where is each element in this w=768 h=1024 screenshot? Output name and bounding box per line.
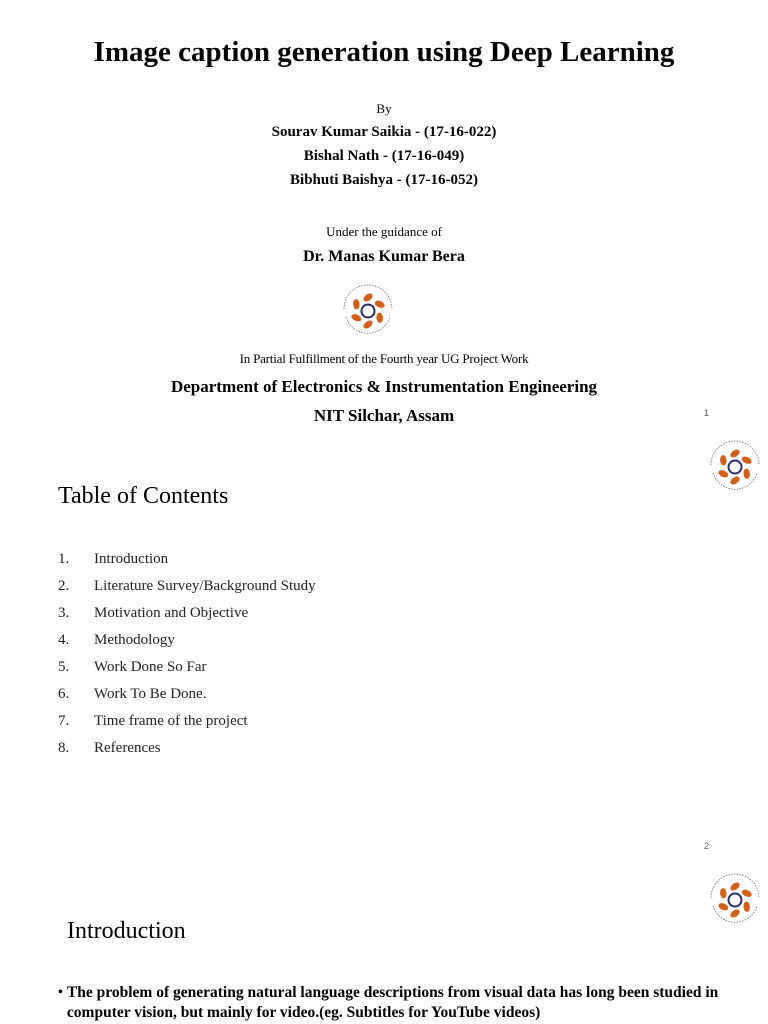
guide-name: Dr. Manas Kumar Bera [303, 248, 465, 265]
toc-item-motivation: 3. Motivation and Objective [58, 605, 249, 621]
nit-silchar-logo-icon [703, 870, 767, 931]
toc-item-methodology: 4. Methodology [58, 632, 175, 648]
toc-list [58, 548, 316, 764]
department-name: Department of Electronics & Instrumentation Engineering [170, 377, 598, 396]
page-number: 2 [704, 841, 710, 851]
bullet-text: The problem of generating natural language descriptions from visual data has long been studied in computer vision, but mainly for video.(eg. Subtitles for YouTube videos) [66, 984, 719, 1021]
toc-item-work-to-be-done: 6. Work To Be Done. [58, 686, 207, 702]
introduction-title: Introduction [67, 918, 186, 944]
toc-item-literature-survey: 2. Literature Survey/Background Study [58, 578, 316, 594]
fulfillment-text: In Partial Fulfillment of the Fourth year UG Project Work [239, 351, 529, 366]
toc-item-introduction: 1. Introduction [58, 551, 169, 567]
institute-name: NIT Silchar, Assam [313, 406, 455, 425]
document-title: Image caption generation using Deep Learning [93, 36, 675, 68]
toc-item-time-frame: 7. Time frame of the project [58, 713, 248, 729]
by-label: By [376, 101, 392, 116]
introduction-bullet [58, 983, 738, 1023]
author-2: Bishal Nath - (17-16-049) [303, 148, 465, 164]
page-number: 1 [704, 408, 710, 418]
guidance-label: Under the guidance of [326, 224, 442, 239]
author-3: Bibhuti Baishya - (17-16-052) [290, 172, 478, 188]
author-1: Sourav Kumar Saikia - (17-16-022) [271, 124, 497, 140]
toc-item-references: 8. References [58, 740, 161, 756]
nit-silchar-logo-icon [336, 281, 400, 342]
bullet-icon: • [58, 985, 63, 1000]
toc-item-work-done: 5. Work Done So Far [58, 659, 207, 675]
toc-title: Table of Contents [58, 483, 229, 509]
nit-silchar-logo-icon [703, 437, 767, 498]
